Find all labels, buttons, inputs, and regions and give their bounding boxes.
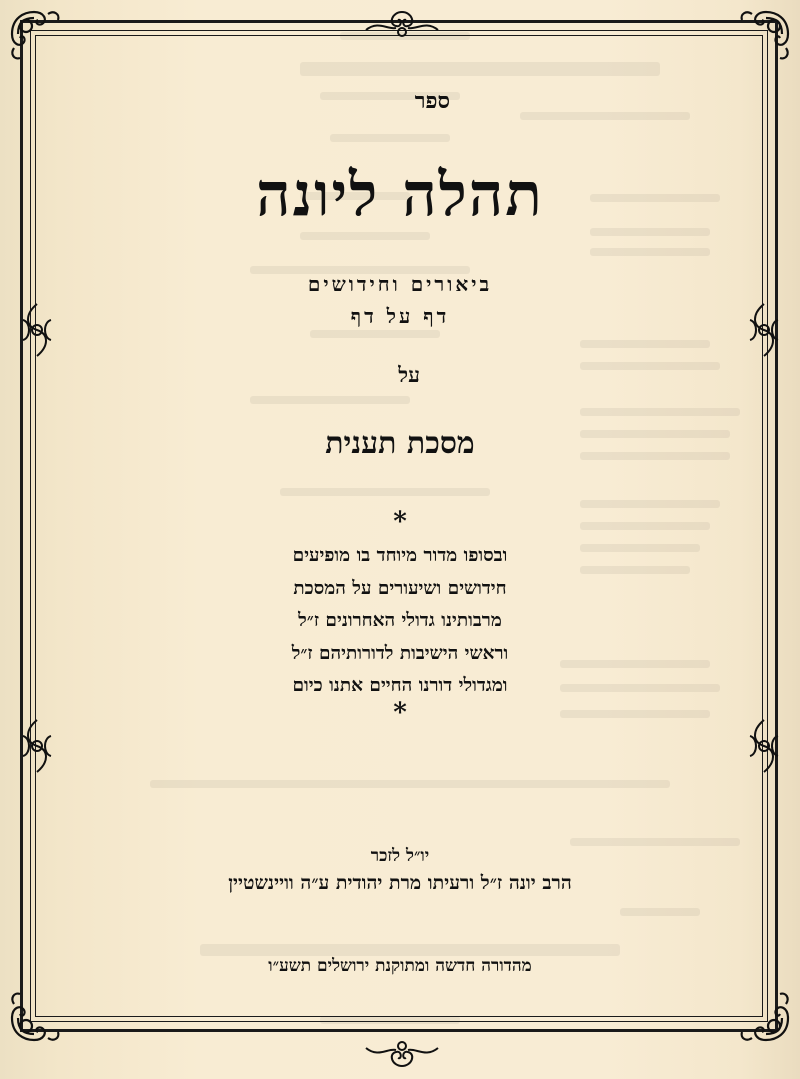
right-side-ornament-icon [744, 716, 784, 776]
al-label: על [398, 362, 420, 387]
book-title: תהלה ליונה [256, 160, 544, 230]
masechet-name: מסכת תענית [325, 426, 475, 461]
dedication-label: יו״ל לזכר [370, 846, 430, 866]
body-line: חידושים ושיעורים על המסכת [293, 578, 507, 599]
corner-ornament-icon [4, 978, 74, 1048]
subtitle-line-2: דף על דף [350, 304, 450, 328]
body-line: ומגדולי דורנו החיים אתנו כיום [292, 675, 508, 696]
edition-line: מהדורה חדשה ומתוקנת ירושלים תשע״ו [268, 956, 532, 976]
body-line: וראשי הישיבות לדורותיהם ז״ל [291, 643, 509, 664]
body-line: ובסופו מדור מיוחד בו מופיעים [292, 545, 508, 566]
right-side-ornament-icon [744, 300, 784, 360]
corner-ornament-icon [726, 4, 796, 74]
bottom-center-ornament-icon [362, 1036, 442, 1072]
star-divider: * [393, 507, 407, 537]
dedication-text: הרב יונה ז״ל ורעיתו מרת יהודית ע״ה וויינשטיין [228, 872, 572, 894]
top-center-ornament-icon [362, 6, 442, 42]
left-side-ornament-icon [17, 300, 57, 360]
left-side-ornament-icon [17, 716, 57, 776]
corner-ornament-icon [726, 978, 796, 1048]
body-line: מרבותינו גדולי האחרונים ז״ל [298, 610, 502, 631]
subtitle-line-1: ביאורים וחידושים [307, 272, 493, 296]
corner-ornament-icon [4, 4, 74, 74]
star-divider: * [393, 698, 407, 728]
sefer-label: ספר [414, 88, 450, 114]
